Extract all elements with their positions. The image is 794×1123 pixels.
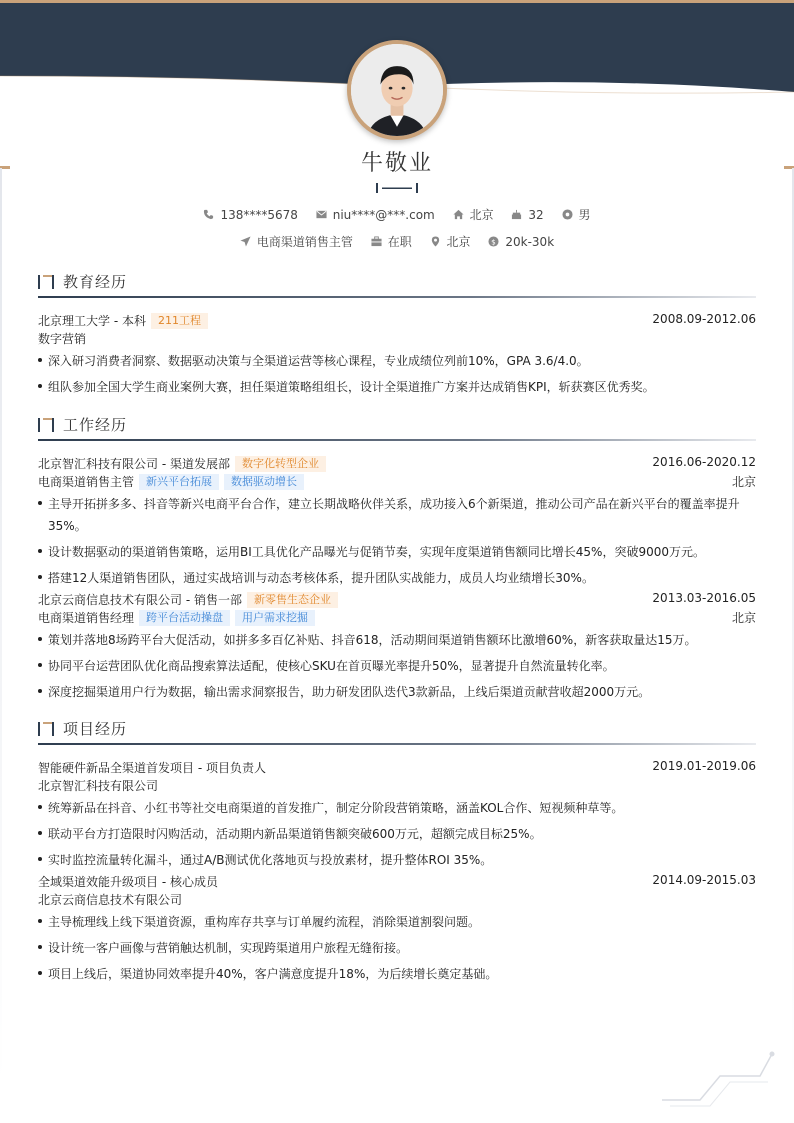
work-section [38,413,756,707]
list-item: 设计数据驱动的渠道销售策略，运用BI工具优化产品曝光与促销节奏，实现年度渠道销售额同比增长45%，突破9000万元。 [38,541,756,563]
salary-item [488,235,554,249]
role-tag: 数据驱动增长 [224,474,304,490]
target-city-text: 北京 [446,235,471,249]
work-header [38,413,756,439]
project-company-row [38,889,756,907]
education-entry [38,310,756,398]
section-mark-icon [38,418,54,432]
company-name: 北京云商信息技术有限公司 - 销售一部 [38,593,242,607]
project-dates: 2019.01-2019.06 [652,759,756,773]
major-name: 数字营销 [38,332,87,346]
project-section [38,717,756,989]
location-pin-icon [430,236,441,247]
role-tag: 新兴平台拓展 [139,474,219,490]
left-border-line [0,168,2,1083]
project-title: 项目经历 [63,720,128,738]
position-item [240,233,353,250]
role-name: 电商渠道销售经理 [38,611,135,625]
education-head-row [38,310,756,328]
role-tag: 用户需求挖掘 [235,610,315,626]
company-name: 北京智汇科技有限公司 - 渠道发展部 [38,457,230,471]
role-name: 电商渠道销售主管 [38,475,135,489]
project-entry-1 [38,757,756,871]
project-bullets [38,911,756,985]
list-item: 深度挖掘渠道用户行为数据，输出需求洞察报告，助力研发团队迭代3款新品，上线后渠道贡献营收超2000万元。 [38,681,756,703]
age-text: 32 [528,207,544,222]
section-divider [38,439,756,441]
work-bullets [38,493,756,589]
school-tag: 211工程 [151,313,208,329]
project-company-row [38,775,756,793]
education-section [38,270,756,402]
role-tag: 跨平台活动操盘 [139,610,230,626]
school-name: 北京理工大学 - 本科 [38,314,146,328]
corner-decoration [660,1048,780,1108]
phone-icon [203,209,214,220]
list-item: 主导梳理线上线下渠道资源，重构库存共享与订单履约流程，消除渠道割裂问题。 [38,911,756,933]
status-text: 在职 [387,235,412,249]
list-item: 主导开拓拼多多、抖音等新兴电商平台合作，建立长期战略伙伴关系，成功接入6个新渠道，推动公司产品在新兴平台的覆盖率提升35%。 [38,493,756,537]
work-role-row [38,607,756,625]
coin-icon [488,236,499,247]
project-dates: 2014.09-2015.03 [652,873,756,887]
work-role-row [38,471,756,489]
section-divider [38,296,756,298]
list-item: 策划并落地8场跨平台大促活动，如拼多多百亿补贴、抖音618，活动期间渠道销售额环比激增60%，新客获取量达15万。 [38,629,756,651]
city-item [453,206,494,223]
list-item: 搭建12人渠道销售团队，通过实战培训与动态考核体系，提升团队实战能力，成员人均业绩增长30%。 [38,567,756,589]
work-title: 工作经历 [63,416,128,434]
list-item: 深入研习消费者洞察、数据驱动决策与全渠道运营等核心课程，专业成绩位列前10%，GPA 3.6/4.0。 [38,350,756,372]
email-text: niu****@***.com [332,207,435,222]
section-mark-icon [38,722,54,736]
project-name-row [38,757,756,775]
company-tag: 数字化转型企业 [235,456,326,472]
list-item: 项目上线后，渠道协同效率提升40%，客户满意度提升18%，为后续增长奠定基础。 [38,963,756,985]
education-major-row [38,328,756,346]
work-dates: 2013.03-2016.05 [652,591,756,605]
education-dates: 2008.09-2012.06 [652,312,756,326]
name-divider [376,182,418,194]
gender-text: 男 [578,208,591,222]
section-mark-icon [38,275,54,289]
city-text: 北京 [469,208,494,222]
svg-text:$: $ [491,236,497,246]
project-name: 智能硬件新品全渠道首发项目 - 项目负责人 [38,761,266,775]
project-bullets [38,797,756,871]
project-entry-2 [38,871,756,985]
contact-row [0,206,794,223]
list-item: 组队参加全国大学生商业案例大赛，担任渠道策略组组长，设计全渠道推广方案并达成销售KPI，斩获赛区优秀奖。 [38,376,756,398]
position-text: 电商渠道销售主管 [256,235,353,249]
candidate-name: 牛敬业 [360,151,433,176]
list-item: 统筹新品在抖音、小红书等社交电商渠道的首发推广，制定分阶段营销策略，涵盖KOL合作、短视频种草等。 [38,797,756,819]
work-company-row [38,453,756,471]
project-name: 全域渠道效能升级项目 - 核心成员 [38,875,218,889]
project-header [38,717,756,743]
phone-item [203,208,297,222]
salary-text: 20k-30k [505,234,555,249]
home-icon [453,209,464,220]
cake-icon [511,209,522,220]
briefcase-icon [371,236,382,247]
phone-text: 138****5678 [220,207,298,222]
mail-icon [316,209,327,220]
gender-item [562,206,591,223]
section-divider [38,743,756,745]
work-company-row [38,589,756,607]
list-item: 实时监控流量转化漏斗，通过A/B测试优化落地页与投放素材，提升整体ROI 35%。 [38,849,756,871]
list-item: 联动平台方打造限时闪购活动，活动期内新品渠道销售额突破600万元，超额完成目标25%。 [38,823,756,845]
avatar [347,40,447,140]
age-item [511,208,543,222]
education-header [38,270,756,296]
work-entry-1 [38,453,756,589]
work-location: 北京 [731,611,756,625]
work-bullets [38,629,756,703]
gender-icon [562,209,573,220]
project-company: 北京云商信息技术有限公司 [38,893,183,907]
work-dates: 2016.06-2020.12 [652,455,756,469]
job-intent-row [0,233,794,250]
list-item: 设计统一客户画像与营销触达机制，实现跨渠道用户旅程无缝衔接。 [38,937,756,959]
company-tag: 新零售生态企业 [247,592,338,608]
project-name-row [38,871,756,889]
work-location: 北京 [731,475,756,489]
email-item [316,208,435,222]
status-item [371,233,412,250]
education-bullets [38,350,756,398]
send-icon [240,236,251,247]
project-company: 北京智汇科技有限公司 [38,779,159,793]
work-entry-2 [38,589,756,703]
education-title: 教育经历 [63,273,128,291]
target-city-item [430,233,471,250]
list-item: 协同平台运营团队优化商品搜索算法适配，使核心SKU在首页曝光率提升50%，显著提升自然流量转化率。 [38,655,756,677]
